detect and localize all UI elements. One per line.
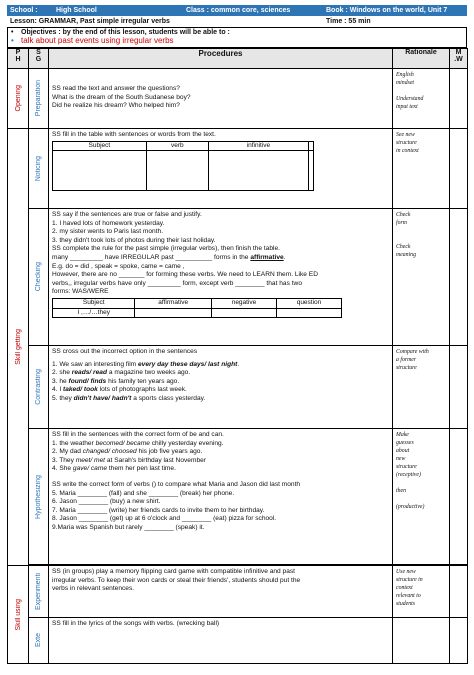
experimenting-procedure: SS (in groups) play a memory flipping card game with compatible infinitive and past irregular verbs. To keep their won cards or steal their friends', students should put the verbs in relevant sentences.	[49, 566, 393, 618]
text-line: Did he realize his dream? Who helped him?	[52, 102, 180, 110]
header-bar	[7, 5, 467, 16]
mw-cell	[450, 429, 468, 565]
mw-cell	[450, 129, 468, 209]
class-label: Class : common core, sciences	[186, 7, 291, 14]
school-value: High School	[56, 7, 97, 14]
col-mw: M .W	[450, 49, 468, 69]
mw-cell	[450, 618, 468, 664]
stage-checking: Checking	[29, 209, 49, 346]
procedures-table	[7, 48, 468, 664]
phase-skill-getting: Skill getting	[8, 129, 29, 566]
stage-noticing: Noticing	[29, 129, 49, 209]
extension-rationale	[393, 618, 450, 664]
col-rationale: Rationale	[393, 49, 450, 69]
experimenting-rationale: Use new structure in context relevant to students	[393, 566, 450, 618]
text-line: SS fill in the table with sentences or words from the text.	[52, 131, 216, 138]
bullet-icon: •	[11, 36, 14, 45]
noticing-rationale: See new structure in context	[393, 129, 450, 209]
objectives-box	[7, 27, 467, 48]
col-ph: P H	[8, 49, 29, 69]
mw-cell	[450, 69, 468, 129]
lesson-title: Lesson: GRAMMAR, Past simple irregular verbs	[10, 18, 170, 25]
objectives-line2: talk about past events using irregular verbs	[21, 36, 174, 45]
extension-procedure: SS fill in the lyrics of the songs with verbs. (wrecking ball)	[49, 618, 393, 664]
stage-experimenting: Experimenti	[29, 566, 49, 618]
contrasting-rationale: Compare with a former structure	[393, 346, 450, 429]
noticing-table: Subject verb infinitive	[52, 141, 314, 192]
col-procedures: Procedures	[49, 49, 393, 69]
preparation-procedure	[49, 69, 393, 129]
checking-table: Subject affirmative negative question I ,…/…they	[52, 298, 342, 318]
stage-hypothesizing: Hypothesizing	[29, 429, 49, 565]
stage-extension: Exte	[29, 618, 49, 664]
phase-opening: Opening	[8, 69, 29, 129]
book-label: Book : Windows on the world, Unit 7	[326, 7, 448, 14]
contrasting-procedure: SS cross out the incorrect option in the sentences 1. We saw an interesting film every day these days/ last night. 2. she reads/ read a magazine two weeks ago. 3. he found/ finds his family ten years ago. 4. I taked/ took lots of photographs last week. 5. they didn't have/ hadn't a sports class yesterday.	[49, 346, 393, 429]
preparation-rationale: English mindset Understand input text	[393, 69, 450, 129]
mw-cell	[450, 209, 468, 346]
lesson-time: Time : 55 min	[326, 18, 371, 25]
mw-cell	[450, 566, 468, 618]
text-line: What is the dream of the South Sudanese boy?	[52, 93, 191, 101]
phase-skill-using: Skill using	[8, 566, 29, 664]
checking-procedure: SS say if the sentences are true or false and justify. 1. I haved lots of homework yesterday. 2. my sister wents to Paris last month. 3. they didn't took lots of photos during their last holiday. SS complete the rule for the past simple (irregular verbs), then finish the table. many _________ have IRREGULAR past __________ forms in the affirmative. E.g. do = did , speak = spoke, came = came , However, there are no _______ for forming these verbs. We need to LEARN them. Like ED verbs,, irregular verbs have only _________ form, except verb ________ that has two forms: WAS/WERE Subject affirmative negative question I ,…/…they	[49, 209, 393, 346]
col-s: S G	[29, 49, 49, 69]
school-label: School :	[10, 7, 38, 14]
lesson-row	[7, 16, 467, 27]
stage-preparation: Preparation	[29, 69, 49, 129]
bullet-icon: •	[11, 29, 14, 36]
hypothesizing-procedure: SS fill in the sentences with the correct form of be and can. 1. the weather becomed/ became chilly yesterday evening. 2. My dad changed/ choosed his job five years ago. 3. They meet/ met at Sarah's birthday last November 4. She gave/ came them her pen last time. SS write the correct form of verbs () to compare what Maria and Jason did last month 5. Maria ________ (fall) and she ________ (break) her phone. 6. Jason ________ (buy) a new shirt. 7. Maria ________ (write) her friends cards to invite them to her birthday. 8. Jason ________ (get) up at 6 o'clock and ________ (eat) pizza for school. 9.Maria was Spanish but rarely ________ (speak) it.	[49, 429, 393, 565]
objectives-line1: Objectives : by the end of this lesson, students will be able to :	[21, 29, 230, 36]
hypothesizing-rationale: Make guesses about new structure (receptive) then (productive)	[393, 429, 450, 565]
mw-cell	[450, 346, 468, 429]
checking-rationale: Check form Check meaning	[393, 209, 450, 346]
stage-contrasting: Contrasting	[29, 346, 49, 429]
noticing-procedure	[49, 129, 393, 209]
text-line: SS read the text and answer the questions?	[52, 85, 180, 92]
lesson-plan-page	[7, 5, 467, 669]
